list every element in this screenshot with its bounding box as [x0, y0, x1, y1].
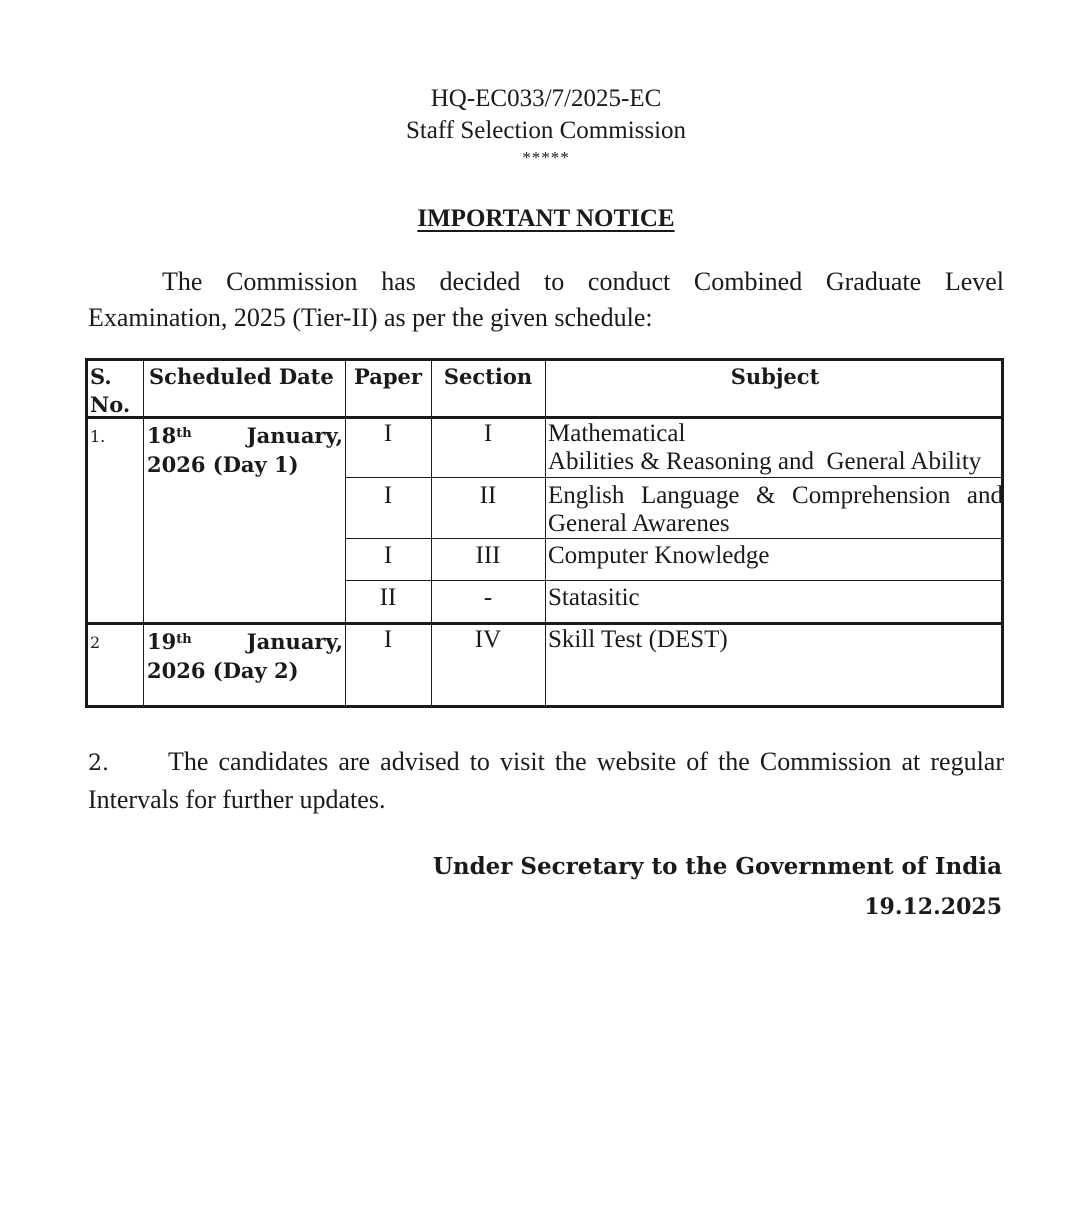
session-paper: I	[383, 482, 393, 509]
column-divider	[143, 361, 144, 705]
subject-line: English Language & Comprehension and	[548, 482, 1003, 509]
paragraph-2	[88, 744, 1004, 818]
header-paper: Paper	[354, 364, 422, 389]
session-subject	[548, 482, 1003, 538]
session-section: I	[483, 420, 493, 447]
paragraph-text: The candidates are advised to visit the website of the Commission at regular Intervals for further updates.	[88, 747, 1004, 814]
row-divider	[345, 538, 1001, 539]
header-s-no: S. No.	[90, 364, 131, 417]
session-section: III	[475, 542, 501, 569]
row-scheduled-date	[147, 627, 343, 685]
header-section: Section	[443, 364, 533, 389]
session-subject: Statasitic	[548, 584, 640, 611]
signatory-designation: Under Secretary to the Government of India	[432, 853, 1002, 880]
reference-number: HQ-EC033/7/2025-EC	[430, 85, 662, 112]
subject-line: Mathematical	[548, 420, 686, 447]
session-paper: I	[383, 420, 393, 447]
intro-paragraph: The Commission has decided to conduct Combined Graduate Level Examination, 2025 (Tier-II) as per the given schedule:	[88, 267, 1004, 332]
date-day: 19	[147, 629, 177, 654]
date-year-day: 2026 (Day 2)	[147, 658, 299, 683]
row-divider	[345, 477, 1001, 478]
session-subject: Computer Knowledge	[548, 542, 770, 569]
row-s-no: 1.	[90, 427, 106, 446]
date-suffix: th	[176, 632, 192, 647]
row-divider	[345, 580, 1001, 581]
header-scheduled-date: Scheduled Date	[149, 364, 334, 389]
subject-line: Abilities & Reasoning and General Ability	[548, 448, 982, 475]
row-divider	[88, 622, 1001, 625]
signature-date: 19.12.2025	[864, 894, 1002, 920]
row-scheduled-date	[147, 421, 343, 479]
header-divider	[88, 416, 1001, 419]
notice-title-text: IMPORTANT NOTICE	[417, 205, 675, 232]
date-month: January,	[246, 423, 343, 448]
column-divider	[545, 361, 546, 705]
paragraph-number: 2.	[88, 751, 109, 776]
notice-title	[0, 203, 1080, 235]
session-subject: Skill Test (DEST)	[548, 626, 728, 653]
session-paper: I	[383, 542, 393, 569]
date-suffix: th	[176, 426, 192, 441]
date-year-day: 2026 (Day 1)	[147, 452, 299, 477]
session-section: IV	[474, 626, 502, 653]
session-section: II	[479, 482, 497, 509]
session-section: -	[483, 584, 493, 611]
subject-line: General Awarenes	[548, 510, 730, 537]
session-paper: I	[383, 626, 393, 653]
separator-stars: *****	[522, 148, 570, 167]
date-month: January,	[246, 629, 343, 654]
header-subject: Subject	[730, 364, 820, 389]
session-paper: II	[379, 584, 397, 611]
date-day: 18	[147, 423, 177, 448]
schedule-table	[85, 358, 1004, 708]
session-subject	[548, 420, 1004, 476]
organization-name: Staff Selection Commission	[405, 117, 687, 144]
row-s-no: 2	[90, 633, 101, 652]
